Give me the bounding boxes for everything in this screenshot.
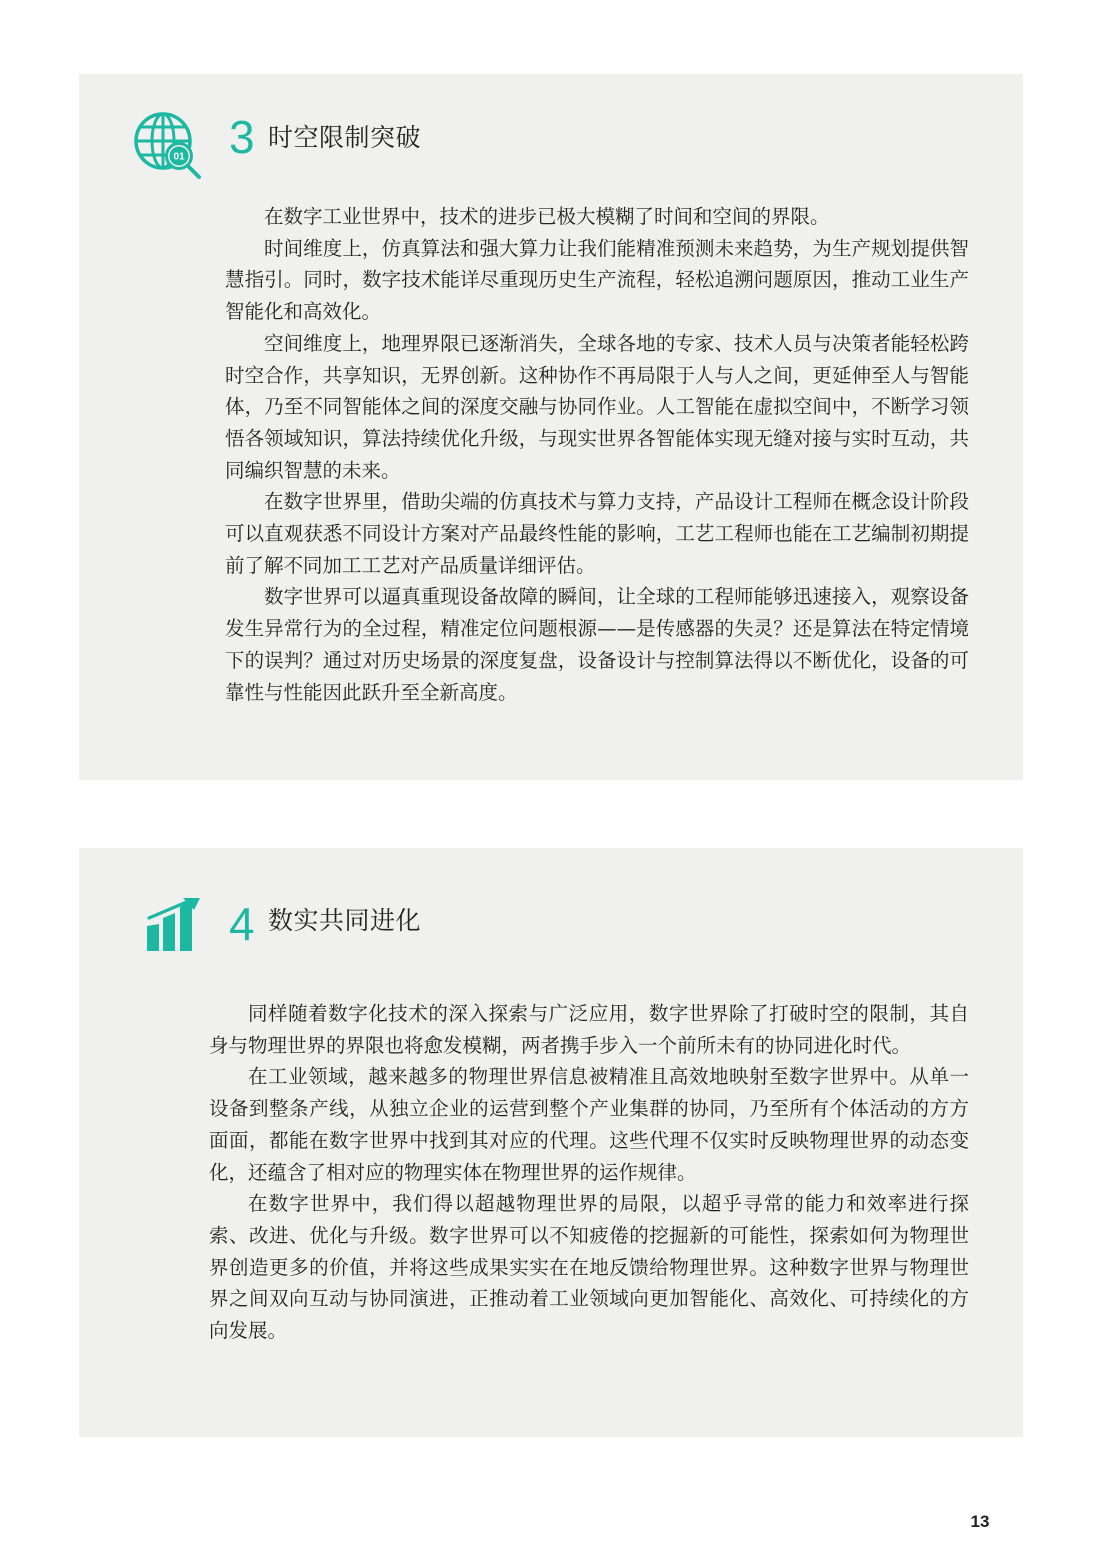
section-number: 3 [229, 111, 255, 163]
section-title: 数实共同进化 [268, 906, 422, 935]
paragraph: 在数字世界里，借助尖端的仿真技术与算力支持，产品设计工程师在概念设计阶段可以直观获悉不同设计方案对产品最终性能的影响，工艺工程师也能在工艺编制初期提前了解不同加工工艺对产品质量详细评估。 [225, 490, 969, 577]
paragraph: 时间维度上，仿真算法和强大算力让我们能精准预测未来趋势，为生产规划提供智慧指引。同时，数字技术能详尽重现历史生产流程，轻松追溯问题原因，推动工业生产智能化和高效化。 [225, 236, 969, 324]
section-number: 4 [229, 898, 255, 950]
icon-badge-text: 01 [173, 151, 185, 163]
globe-search-icon [133, 112, 205, 182]
section-title: 时空限制突破 [268, 123, 422, 152]
page-number: 13 [970, 1512, 990, 1531]
paragraph: 同样随着数字化技术的深入探索与广泛应用，数字世界除了打破时空的限制，其自身与物理世界的界限也将愈发模糊，两者携手步入一个前所未有的协同进化时代。 [209, 1002, 969, 1057]
paragraph: 数字世界可以逼真重现设备故障的瞬间，让全球的工程师能够迅速接入，观察设备发生异常行为的全过程，精准定位问题根源——是传感器的失灵？还是算法在特定情境下的误判？通过对历史场景的深度复盘，设备设计与控制算法得以不断优化，设备的可靠性与性能因此跃升至全新高度。 [225, 585, 969, 704]
section-card-4 [79, 848, 1023, 1437]
paragraph: 在数字世界中，我们得以超越物理世界的局限，以超乎寻常的能力和效率进行探索、改进、优化与升级。数字世界可以不知疲倦的挖掘新的可能性，探索如何为物理世界创造更多的价值，并将这些成果实实在在地反馈给物理世界。这种数字世界与物理世界之间双向互动与协同演进，正推动着工业领域向更加智能化、高效化、可持续化的方向发展。 [209, 1192, 969, 1343]
paragraph: 在工业领域，越来越多的物理世界信息被精准且高效地映射至数字世界中。从单一设备到整条产线，从独立企业的运营到整个产业集群的协同，乃至所有个体活动的方方面面，都能在数字世界中找到其对应的代理。这些代理不仅实时反映物理世界的动态变化，还蕴含了相对应的物理实体在物理世界的运作规律。 [209, 1065, 969, 1184]
paragraph: 空间维度上，地理界限已逐渐消失，全球各地的专家、技术人员与决策者能轻松跨时空合作，共享知识，无界创新。这种协作不再局限于人与人之间，更延伸至人与智能体，乃至不同智能体之间的深度交融与协同作业。人工智能在虚拟空间中，不断学习领悟各领域知识，算法持续优化升级，与现实世界各智能体实现无缝对接与实时互动，共同编织智慧的未来。 [225, 331, 969, 482]
section-body [209, 998, 969, 1347]
growth-chart-icon [145, 898, 201, 952]
paragraph: 在数字工业世界中，技术的进步已极大模糊了时间和空间的界限。 [264, 205, 830, 228]
section-card-3 [79, 74, 1023, 780]
section-body [225, 201, 969, 708]
